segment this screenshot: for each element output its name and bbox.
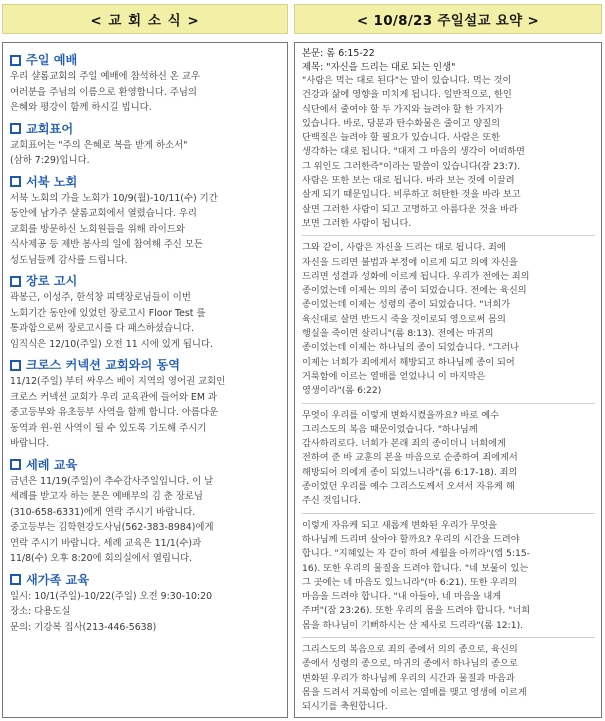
divider [302,235,595,236]
section-body: 서북 노회의 가을 노회가 10/9(월)-10/11(수) 기간 동안에 남가주 샬롬교회에서 열렸습니다. 우리 교회를 방문하신 노회원들을 위해 라이드와 식사제공 등 제반 봉사의 일에 참여해 주신 모든 성도님들께 감사를 드립니다. [10,192,218,266]
sermon-paragraph: 그리스도의 복음으로 죄의 종에서 의의 종으로, 육신의 종에서 성령의 종으로, 마귀의 종에서 하나님의 종으로 변화된 우리가 하나님께 우리의 시간과 물질과 마음과 몸을 드려서 거룩함에 이르는 열매를 맺고 영생에 이르게 되시기를 축원합니다. [302,643,527,713]
section-title [10,572,281,588]
section-title-text: 세례 교육 [26,457,78,472]
sermon-column [294,42,602,718]
section-title [10,52,281,68]
section-title-text: 주일 예배 [26,53,78,67]
news-header: < 교 회 소 식 > [2,4,288,34]
square-bullet-icon [10,55,21,66]
section-title [10,273,281,289]
news-section-motto [10,121,281,169]
sermon-paragraph: 이렇게 자유케 되고 새롭게 변화된 우리가 무엇을 하나님께 드리며 살아야 할까요? 우리의 시간을 드려야 합니다. "지혜있는 자 같이 하여 세월을 아끼라"(엡 5:15- 16). 또한 우리의 물질을 드려야 합니다. "네 보물이 있는 그 곳에는 네 마음도 있느니라"(마 6:21). 또한 우리의 마음을 드려야 합니다. "내 아들아, 네 마음을 내게 주며"(잠 23:26). 또한 우리의 몸을 드려야 합니다. "너희 몸을 하나님이 기뻐하시는 산 제사로 드리라"(롬 12:1). [302,519,531,631]
news-section-elder-exam [10,273,281,352]
news-section-cross-connection [10,357,281,452]
sermon-paragraph: 그와 같이, 사람은 자신을 드리는 대로 됩니다. 죄에 자신을 드리면 불법과 부정에 이르게 되고 의에 자신을 드리면 성결과 성화에 이르게 됩니다. 우리가 전에는 죄의 종이었는데 이제는 의의 종이 되었습니다. 전에는 육신의 종이었는데 이제는 성령의 종이 되었습니다. "너희가 육신대로 살면 반드시 죽을 것이로되 영으로써 몸의 행실을 죽이면 살리니"(롬 8:13). 전에는 마귀의 종이었는데 이제는 하나님의 종이 되었습니다. "그러나 이제는 너희가 죄에게서 해방되고 하나님께 종이 되어 거룩함에 이르는 열매를 얻었나니 이 마지막은 영생이라"(롬 6:22) [302,242,530,397]
square-bullet-icon [10,459,21,470]
news-section-worship [10,52,281,116]
square-bullet-icon [10,360,21,371]
section-body: 곽봉근, 이성주, 한석창 피택장로님들이 이번 노회기간 동안에 있었던 장로고시 Floor Test 를 통과함으로써 장로고시를 다 패스하셨습니다. 임직식은 12/10(주일) 오전 11 시에 있게 됩니다. [10,292,213,350]
sermon-title: 제목: "자신을 드리는 대로 되는 인생" [302,61,456,73]
sermon-header: < 10/8/23 주일설교 요약 > [294,4,602,34]
section-title-text: 새가족 교육 [26,572,90,587]
section-title [10,357,281,373]
divider [302,403,595,404]
section-title-text: 크로스 커넥션 교회와의 동역 [26,358,181,372]
news-section-presbytery [10,174,281,269]
section-title-text: 장로 고시 [26,274,78,288]
section-title [10,174,281,190]
square-bullet-icon [10,276,21,287]
section-body: 교회표어는 "주의 은혜로 복을 받게 하소서" (삼하 7:29)입니다. [10,139,188,166]
sermon-text-ref: 본문: 롬 6:15-22 [302,48,375,59]
section-body: 일시: 10/1(주일)-10/22(주일) 오전 9:30-10:20 장소: 다용도실 문의: 기강복 집사(213-446-5638) [10,590,213,633]
divider [302,637,595,638]
square-bullet-icon [10,123,21,134]
section-title-text: 교회표어 [26,121,74,136]
square-bullet-icon [10,574,21,585]
divider [302,513,595,514]
news-section-baptism [10,457,281,567]
news-column [2,42,288,718]
section-body: 우리 샬롬교회의 주일 예배에 참석하신 온 교우 여러분을 주님의 이름으로 환영합니다. 주님의 은혜와 평강이 함께 하시길 빕니다. [10,71,200,113]
sermon-paragraph: 무엇이 우리를 이렇게 변화시켰을까요? 바로 예수 그리스도의 복음 때문이었습니다. "하나님께 감사하리로다. 너희가 본래 죄의 종이더니 너희에게 전하여 준 바 교훈의 본을 마음으로 순종하여 죄에게서 해방되어 의에게 종이 되었느니라"(롬 6:17-18). 죄의 종이었던 우리를 예수 그리스도께서 오셔서 자유케 해 주신 것입니다. [302,409,518,507]
section-title [10,121,281,137]
news-section-newcomer [10,572,281,636]
square-bullet-icon [10,176,21,187]
section-body: 11/12(주일) 부터 싸우스 베이 지역의 영어권 교회인 크로스 커넥션 교회가 우리 교육관에 들어와 EM 과 중고등부와 유초등부 사역을 함께 합니다. 아름다운 동역과 윈-윈 사역이 될 수 있도록 기도해 주시기 바랍니다. [10,376,226,449]
section-title [10,457,281,473]
sermon-paragraph: "사람은 먹는 대로 된다"는 말이 있습니다. 먹는 것이 건강과 삶에 영향을 미치게 됩니다. 일반적으로, 한인 식단에서 줄여야 할 두 가지와 늘려야 할 한 가지가 있습니다. 바로, 당분과 탄수화물은 줄이고 양질의 단백질은 늘려야 할 필요가 있습니다. 사람은 또한 생각하는 대로 됩니다. "대저 그 마음의 생각이 어떠하면 그 위인도 그러한즉"이라는 말씀이 있습니다(잠 23:7). 사람은 또한 보는 대로 됩니다. 바라 보는 것에 이끌려 살게 되기 때문입니다. 비루하고 허탄한 것을 바라 보고 살면 그러한 사람이 되고 고명하고 아름다운 것을 바라 보면 그러한 사람이 됩니다. [302,75,525,229]
section-body: 금년은 11/19(주일)이 추수감사주일입니다. 이 날 세례를 받고자 하는 분은 예배부의 김 춘 장로님 (310-658-6331)에게 연락 주시기 바랍니다. 중고등부는 김학현강도사님(562-383-8984)에게 연락 주시기 바랍니다. 세례 교육은 11/1(수)과 11/8(수) 오후 8:20에 회의실에서 열립니다. [10,475,214,564]
section-title-text: 서북 노회 [26,174,78,189]
